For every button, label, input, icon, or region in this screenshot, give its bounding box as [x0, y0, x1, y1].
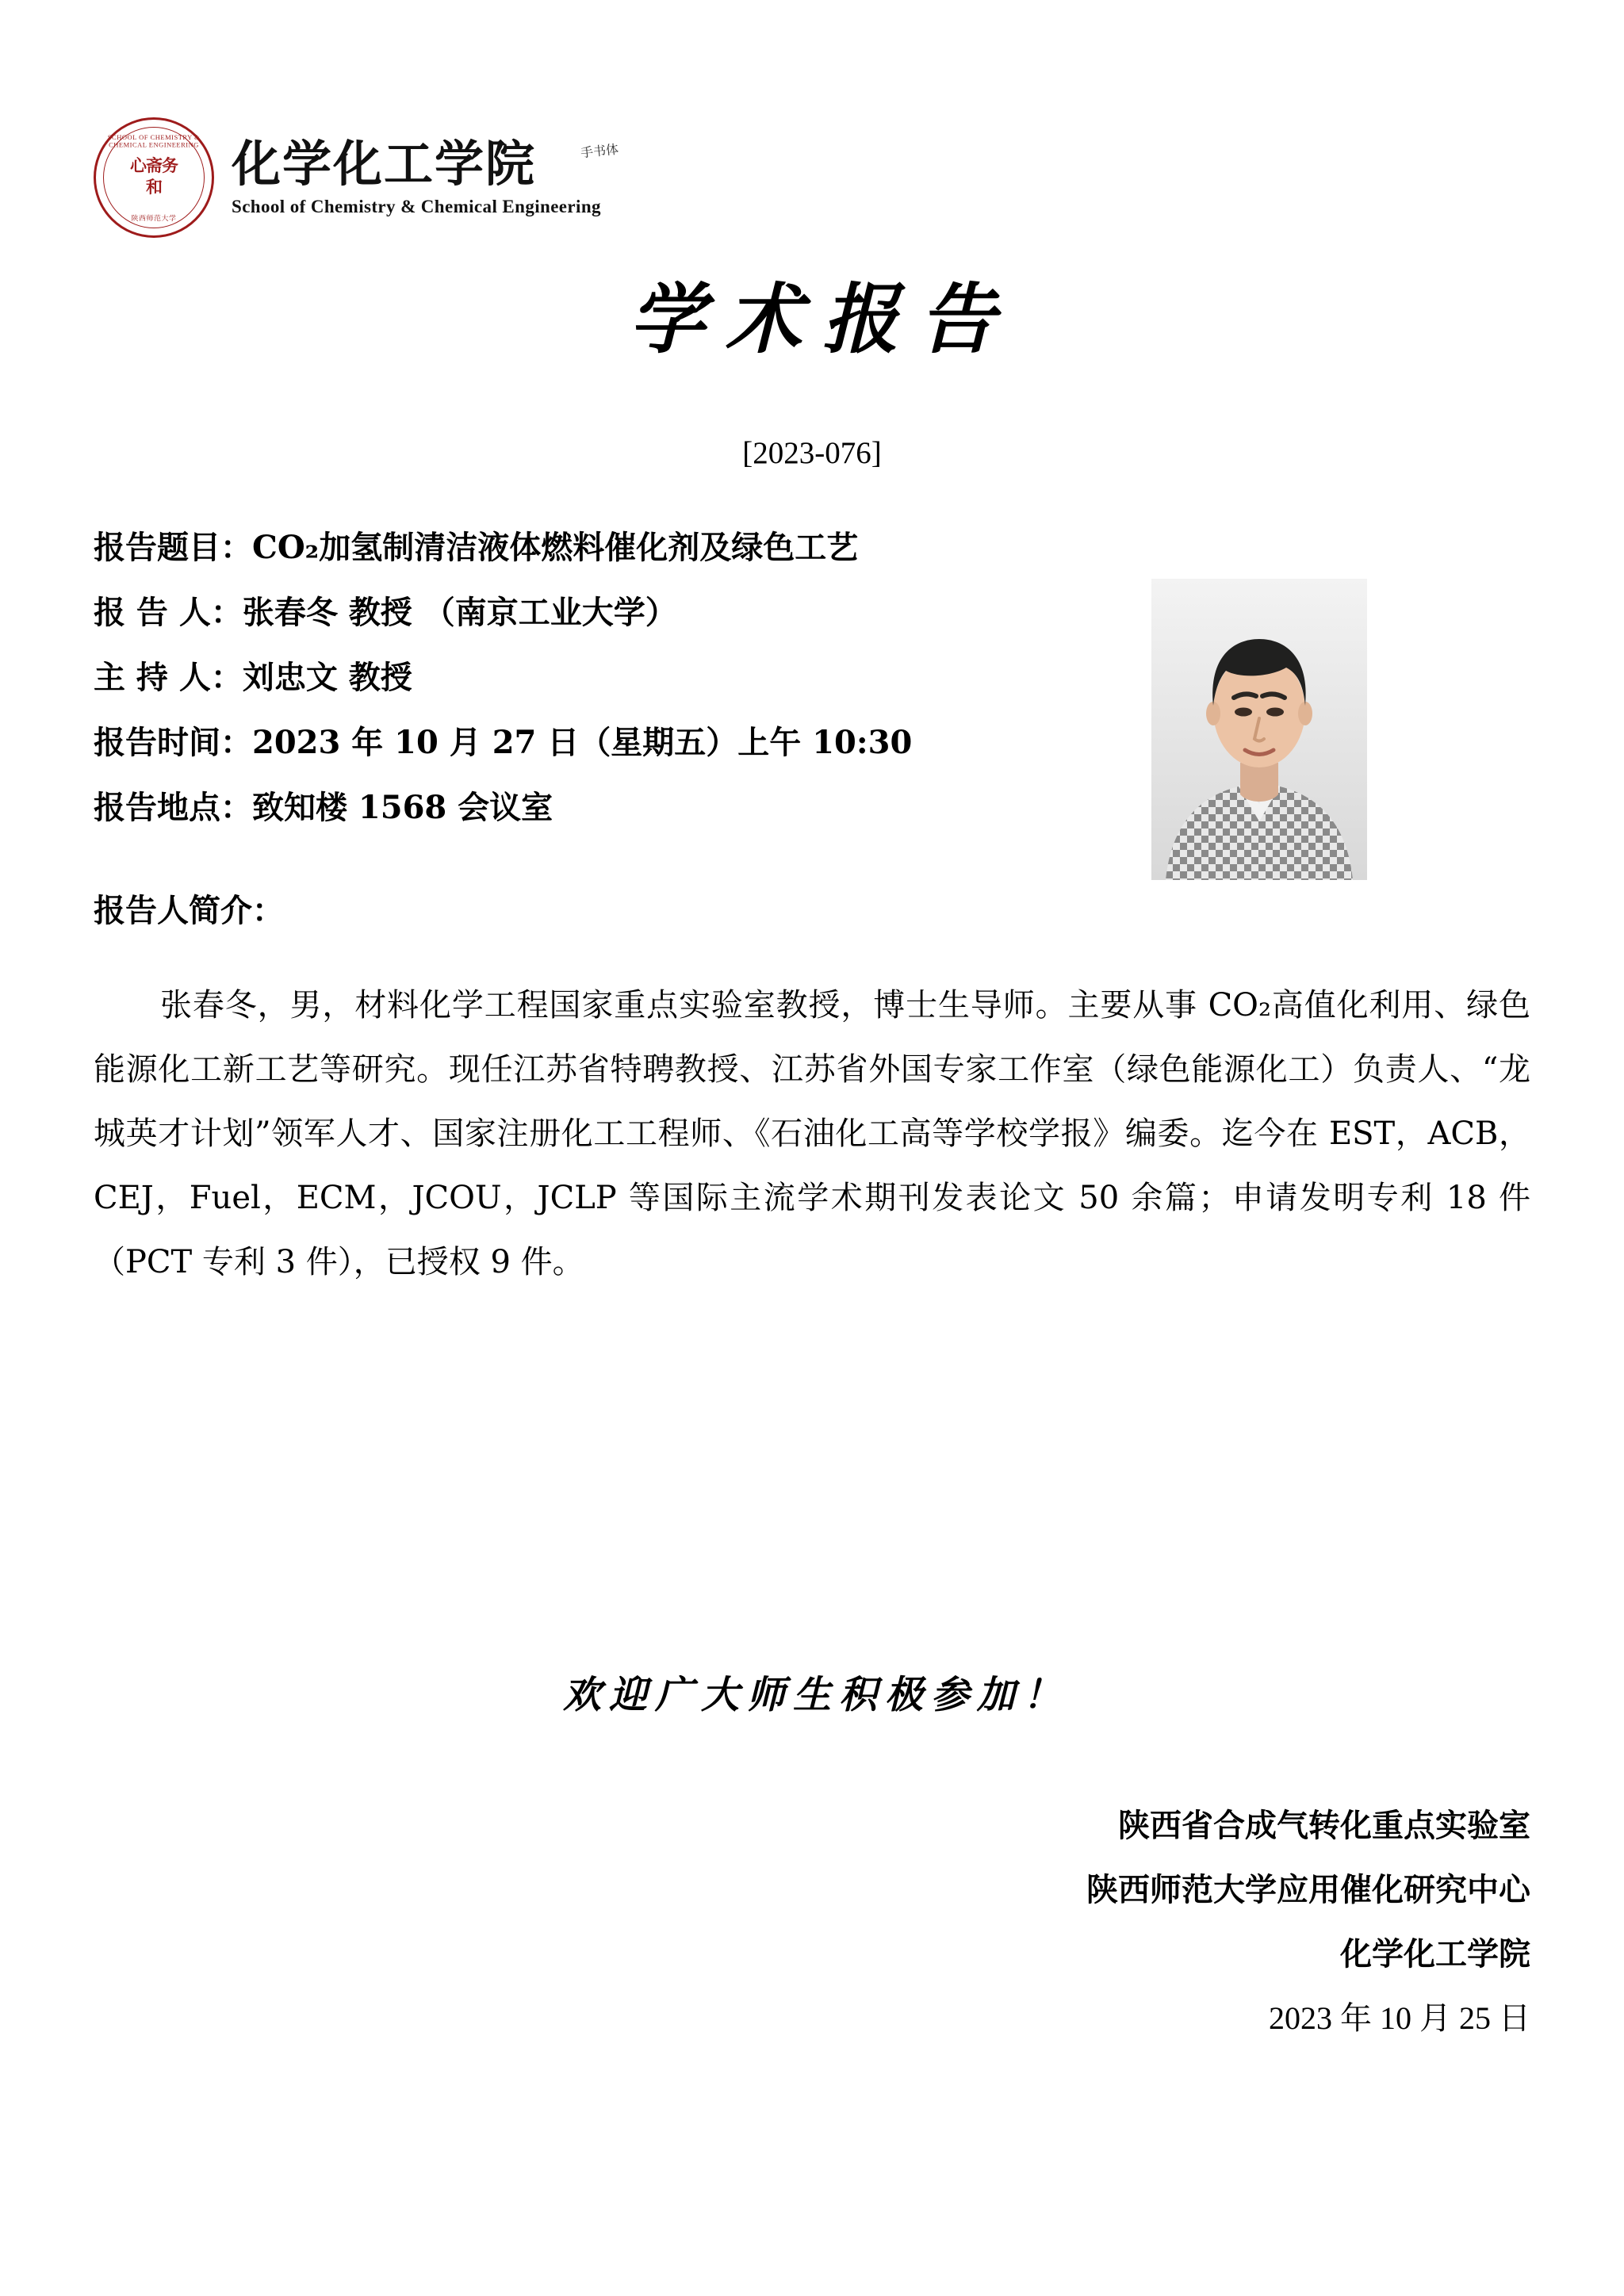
document-number: [2023-076] — [742, 436, 882, 470]
info-label-time: 报告时间： — [94, 724, 252, 761]
info-row-topic — [94, 515, 1180, 580]
bio-label: 报告人简介： — [94, 892, 284, 929]
signature-line-3: 化学化工学院 — [1340, 1935, 1530, 1973]
signature-block — [1086, 1793, 1530, 2050]
document-header — [94, 117, 619, 238]
signature-date: 2023 年 10 月 25 日 — [1269, 2000, 1530, 2036]
seal-arc-top-text: SCHOOL OF CHEMISTRY & CHEMICAL ENGINEERING — [107, 133, 201, 149]
info-row-location — [94, 775, 1180, 840]
seal-center-text: 心斋务和 — [130, 155, 178, 197]
school-name-cn-mark: 手书体 — [580, 141, 619, 161]
talk-info-list — [94, 515, 1180, 840]
info-value-time: 2023 年 10 月 27 日（星期五）上午 10:30 — [252, 724, 913, 761]
info-label-speaker: 报 告 人： — [94, 594, 243, 631]
speaker-photo — [1151, 579, 1367, 880]
page-title: 学术报告 — [629, 274, 1016, 364]
info-row-host — [94, 645, 1180, 710]
school-name-cn: 化学化工学院 — [232, 135, 537, 193]
info-row-time — [94, 710, 1180, 775]
seal-arc-bottom-text: 陕西师范大学 — [131, 214, 177, 222]
info-value-host: 刘忠文 教授 — [242, 659, 412, 696]
welcome-line: 欢迎广大师生积极参加！ — [562, 1673, 1069, 1717]
info-label-topic: 报告题目： — [94, 529, 252, 566]
speaker-photo-image — [1151, 579, 1367, 880]
info-value-location: 致知楼 1568 会议室 — [252, 789, 553, 826]
info-label-location: 报告地点： — [94, 789, 252, 826]
signature-line-2: 陕西师范大学应用催化研究中心 — [1086, 1871, 1530, 1908]
info-value-topic: CO₂加氢制清洁液体燃料催化剂及绿色工艺 — [252, 529, 859, 566]
school-name-en: School of Chemistry & Chemical Engineering — [232, 197, 601, 216]
school-seal-icon — [94, 117, 214, 238]
info-value-speaker: 张春冬 教授 （南京工业大学） — [242, 594, 677, 631]
bio-paragraph: 张春冬，男，材料化学工程国家重点实验室教授，博士生导师。主要从事 CO₂高值化利用、绿色能源化工新工艺等研究。现任江苏省特聘教授、江苏省外国专家工作室（绿色能源化工）负责人、“龙城英才计划”领军人才、国家注册化工工程师、《石油化工高等学校学报》编委。迄今在 EST，ACB，CEJ，Fuel，ECM，JCOU，JCLP 等国际主流学术期刊发表论文 50 余篇；申请发明专利 18 件（PCT 专利 3 件），已授权 9 件。 — [94, 987, 1530, 1280]
school-name-block — [232, 135, 619, 219]
signature-line-1: 陕西省合成气转化重点实验室 — [1118, 1807, 1530, 1844]
info-label-host: 主 持 人： — [94, 659, 243, 696]
info-row-speaker — [94, 580, 1180, 645]
